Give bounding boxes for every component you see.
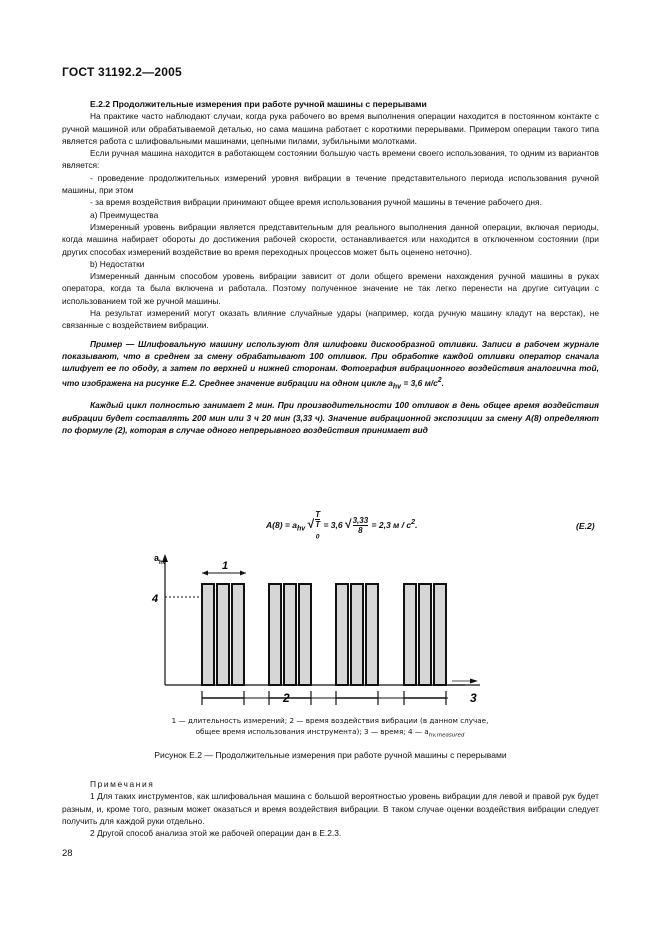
notes-heading: Примечания bbox=[90, 779, 155, 789]
vibration-bar bbox=[419, 584, 431, 685]
figure-legend bbox=[150, 716, 510, 740]
figure-caption: Рисунок Е.2 — Продолжительные измерения при работе ручной машины с перерывами bbox=[154, 750, 507, 760]
paragraph: На результат измерений могут оказать влияние случайные удары (например, когда ручную машину кладут на верстак), не связанные с воздействием вибрации. bbox=[62, 308, 599, 331]
example-paragraph-2: Каждый цикл полностью занимает 2 мин. При производительности 100 отливок в день общее время воздействия вибрации будет составлять 200 мин или 3 ч 20 мин (3,33 ч). Значение вибрационной экспозиции за смену A(8) определяют по формуле (2), которая в случае одного непрерывного воздействия принимает вид bbox=[62, 400, 599, 435]
vibration-bar bbox=[284, 584, 296, 685]
vibration-bar bbox=[269, 584, 281, 685]
svg-text:ahv: $a_{hv}$ bbox=[154, 553, 167, 566]
section-title: Е.2.2 Продолжительные измерения при работе ручной машины с перерывами bbox=[90, 99, 427, 109]
example-paragraph: Пример — Шлифовальную машину используют для шлифовки дискообразной отливки. Записи в рабочем журнале показывают, что в среднем за смену обрабатывают 100 отливок. При обработке каждой отливки оператор сначала шлифует ее по ободу, а затем по верхней и нижней сторонам. Фотография вибрационного воздействия аналогична той, что изображена на рисунке Е.2. Среднее значение вибрации на одном цикле $a_{hv} = 3,6$ $м/с^2$. bbox=[62, 338, 599, 390]
paragraph: На практике часто наблюдают случаи, когда рука рабочего во время выполнения операции находится в постоянном контакте с ручной машиной или обрабатываемой деталью, но сама машина работает с короткими перерывами. Примером операции такого типа является работа с шлифовальными машинами, цепными пилами, зубильными молотками. bbox=[62, 111, 599, 146]
vibration-bar bbox=[232, 584, 244, 685]
vibration-bar bbox=[351, 584, 363, 685]
vibration-bar bbox=[202, 584, 214, 685]
formula: $A(8) = a_{hv}$ √ T T $_0$ = 3,6 √ $\frac{3,33}{8}$ = 2,3 м / $с^2$. bbox=[266, 510, 418, 541]
vibration-bar bbox=[217, 584, 229, 685]
notes bbox=[62, 778, 599, 839]
label-2: 2 bbox=[283, 691, 290, 705]
paragraph: Если ручная машина находится в работающем состоянии большую часть времени своего использования, то одним из вариантов является: bbox=[62, 148, 599, 171]
paragraph: Измеренный уровень вибрации является представительным для реального выполнения данной операции, включая периоды, когда машина набирает обороты до достижения рабочей скорости, останавливается или находится в отключенном состоянии (при других способах измерений воздействие во время переходных процессов может быть оценено неточно). bbox=[62, 221, 599, 257]
note-item: 2 Другой способ анализа этой же рабочей операции дан в Е.2.3. bbox=[90, 828, 342, 839]
vibration-bar bbox=[434, 584, 446, 685]
fraction-t: T T $_0$ bbox=[315, 510, 321, 541]
paragraph: - за время воздействия вибрации принимают общее время использования ручной машины в течение рабочего дня. bbox=[90, 197, 542, 208]
figure-e2 bbox=[130, 548, 510, 708]
legend-line-1: 1 — длительность измерений; 2 — время воздействия вибрации (в данном случае, bbox=[171, 716, 489, 725]
y-axis-label: a bbox=[154, 553, 160, 563]
vibration-bar bbox=[404, 584, 416, 685]
vibration-bar bbox=[336, 584, 348, 685]
legend-line-2: общее время использования инструмента); 3 — время; 4 — $a_{hv,measured}$ bbox=[195, 726, 465, 738]
document-header: ГОСТ 31192.2—2005 bbox=[62, 65, 182, 79]
vibration-bars bbox=[202, 584, 446, 705]
paragraph: Измеренный данным способом уровень вибрации зависит от доли общего времени нахождения ручной машины в руках оператора, когда та была включена и работала. Поэтому полученное значение не так легко перенести на другие ситуации с использованием той же ручной машины. bbox=[62, 271, 599, 306]
paragraph: - проведение продолжительных измерений уровня вибрации в течение представительного периода использования ручной машины, при этом bbox=[62, 172, 599, 196]
vibration-bar bbox=[366, 584, 378, 685]
equation-number: (E.2) bbox=[576, 521, 595, 531]
vibration-bar bbox=[299, 584, 311, 685]
note-item: 1 Для таких инструментов, как шлифовальная машина с большой вероятностью уровень вибрации для левой и правой рук будет разным, и, кроме того, разным может оказаться и время воздействия вибрации. В таком случае оценки воздействия вибрации следует получить для каждой руки отдельно. bbox=[62, 791, 599, 826]
fraction-value: $\frac{3,33}{8}$ bbox=[352, 516, 369, 536]
section-body bbox=[62, 98, 599, 436]
page-number: 28 bbox=[62, 848, 73, 859]
subheading-disadvantages: b) Недостатки bbox=[90, 258, 145, 269]
label-1: 1 bbox=[222, 560, 229, 572]
label-3: 3 bbox=[470, 691, 477, 705]
label-4: 4 bbox=[152, 593, 159, 605]
subheading-advantages: a) Преимущества bbox=[90, 209, 159, 220]
